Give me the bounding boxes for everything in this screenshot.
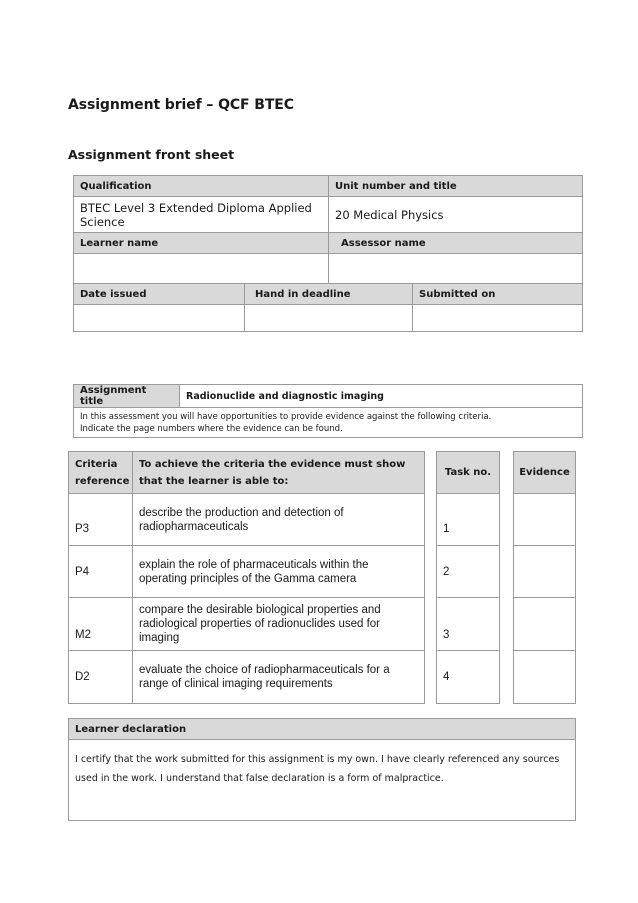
submitted-on-field[interactable] [413,305,583,332]
page-title: Assignment brief – QCF BTEC [68,97,294,113]
evidence-field[interactable] [514,546,576,598]
table-row [69,494,425,546]
learner-name-field[interactable] [74,254,329,284]
evidence-field[interactable] [514,651,576,704]
evidence-table [513,451,576,704]
criteria-desc: describe the production and detection of radiopharmaceuticals [133,494,425,546]
criteria-ref: M2 [69,598,133,651]
unit-label: Unit number and title [329,176,583,197]
criteria-desc: evaluate the choice of radiopharmaceuticals for a range of clinical imaging requirements [133,651,425,704]
criteria-description-header: To achieve the criteria the evidence must show that the learner is able to: [133,452,425,494]
criteria-ref: P4 [69,546,133,598]
criteria-ref: P3 [69,494,133,546]
assessor-name-label: Assessor name [329,233,583,254]
learner-name-label: Learner name [74,233,329,254]
assessment-note-line-1: In this assessment you will have opportunities to provide evidence against the following criteria. [80,411,492,422]
criteria-desc: compare the desirable biological properties and radiological properties of radionuclides used for imaging [133,598,425,651]
assignment-title-value: Radionuclide and diagnostic imaging [180,385,583,408]
criteria-table [68,451,425,704]
evidence-header: Evidence [514,452,576,494]
evidence-field[interactable] [514,598,576,651]
page-subtitle: Assignment front sheet [68,147,235,162]
hand-in-deadline-field[interactable] [245,305,413,332]
assessment-note-line-2: Indicate the page numbers where the evidence can be found. [80,423,343,434]
task-number: 4 [437,651,500,704]
assessment-note [74,408,583,438]
criteria-desc: explain the role of pharmaceuticals within the operating principles of the Gamma camera [133,546,425,598]
criteria-reference-header: Criteria reference [69,452,133,494]
qualification-value: BTEC Level 3 Extended Diploma Applied Science [74,197,329,233]
learner-declaration-label: Learner declaration [69,719,576,740]
assessor-name-field[interactable] [329,254,583,284]
unit-value: 20 Medical Physics [329,197,583,233]
task-no-header: Task no. [437,452,500,494]
submitted-on-label: Submitted on [413,284,583,305]
criteria-ref: D2 [69,651,133,704]
table-row [69,546,425,598]
hand-in-deadline-label: Hand in deadline [245,284,413,305]
front-sheet-table [73,175,583,332]
table-row [69,651,425,704]
task-number: 1 [437,494,500,546]
learner-declaration-text: I certify that the work submitted for this assignment is my own. I have clearly referenced any sources used in the work. I understand that false declaration is a form of malpractice. [69,740,576,821]
learner-declaration-table [68,718,576,821]
evidence-field[interactable] [514,494,576,546]
task-number: 3 [437,598,500,651]
assignment-title-table [73,384,583,438]
table-row [69,598,425,651]
task-number: 2 [437,546,500,598]
task-number-table [436,451,500,704]
assignment-title-label: Assignment title [74,385,180,408]
date-issued-field[interactable] [74,305,245,332]
qualification-label: Qualification [74,176,329,197]
date-issued-label: Date issued [74,284,245,305]
